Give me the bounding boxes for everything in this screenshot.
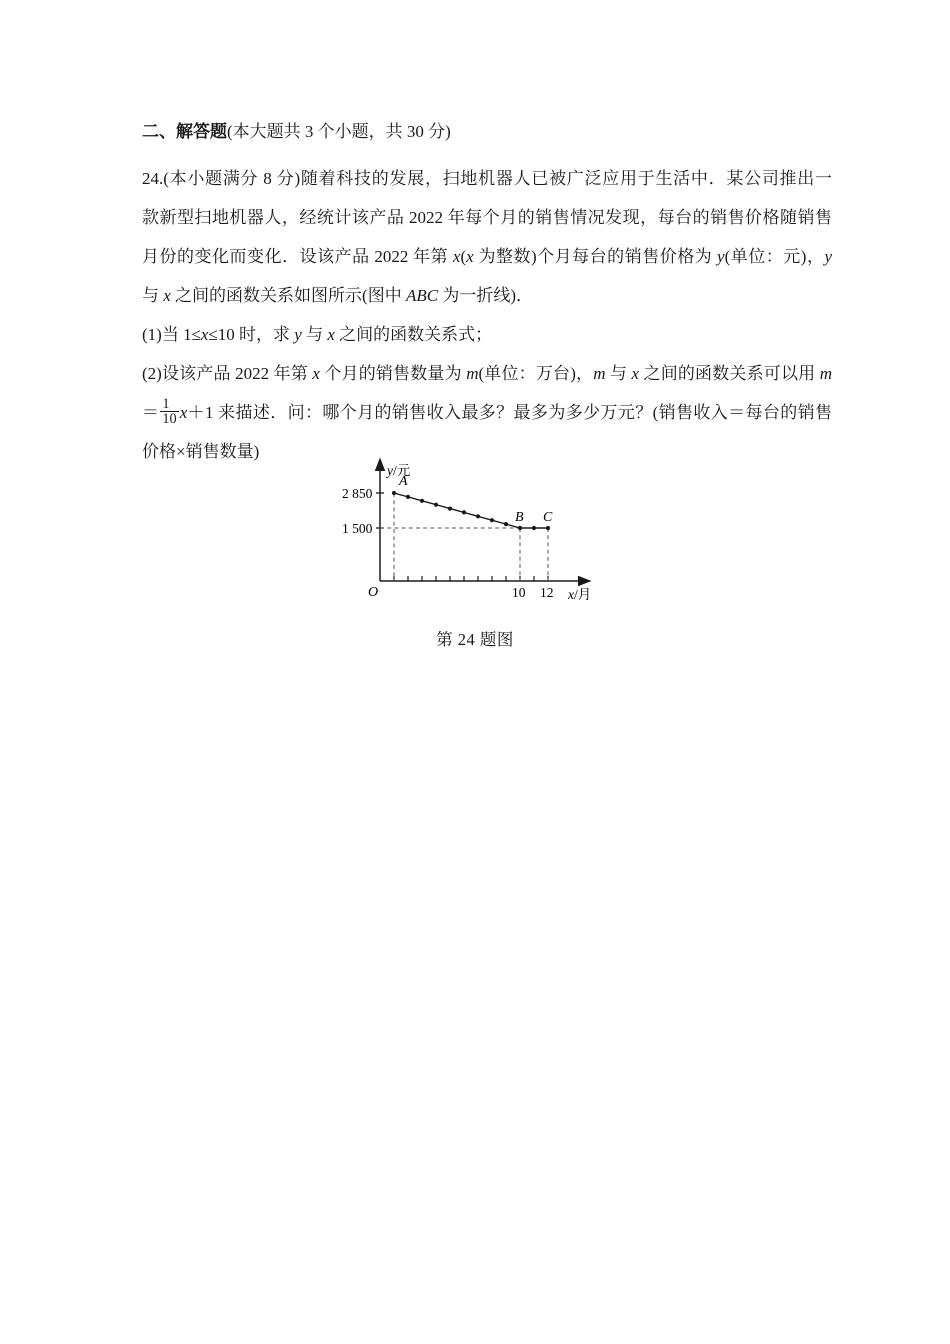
- part2-c: (单位：万台)，: [478, 363, 594, 383]
- question-line3-c: 为整数)个月每台的销售价格为: [473, 246, 718, 266]
- part2-f: 来描述．问：哪个月的销售收入最多？最多为多少万元？(销售收入＝每台的销售: [213, 402, 833, 422]
- part2-equals: ＝: [142, 402, 160, 422]
- x-tick-label-12: 12: [540, 585, 554, 600]
- question-line3-d: (单位：元)，: [724, 246, 825, 266]
- section-heading-rest: (本大题共 3 个小题，共 30 分): [227, 122, 451, 141]
- question-number: 24.: [142, 168, 164, 188]
- var-x: x: [452, 246, 461, 266]
- polyline-ABC: [394, 493, 548, 528]
- function-graph-svg: [340, 455, 610, 605]
- x-tick-label-10: 10: [512, 585, 526, 600]
- figure-24: [0, 455, 950, 650]
- data-point-month-1: [392, 491, 396, 495]
- data-point-month-9: [504, 522, 508, 526]
- var-y: y: [717, 246, 725, 266]
- var-x: x: [312, 363, 320, 383]
- question-24-line-3: [142, 237, 832, 276]
- question-24-line-2: [142, 198, 832, 237]
- var-x: x: [327, 324, 335, 344]
- question-line1-text: 随着科技的发展，扫地机器人已被广泛应用于生活中．某公司推出一: [300, 168, 833, 188]
- data-point-month-12: [546, 526, 550, 530]
- y-axis-var: y: [387, 463, 393, 478]
- var-x: x: [631, 363, 640, 383]
- x-axis-label: [567, 587, 591, 602]
- origin-label: O: [368, 585, 379, 600]
- point-label-A: A: [399, 474, 408, 489]
- part1-a: (1)当 1≤: [142, 324, 201, 344]
- data-point-month-4: [434, 503, 438, 507]
- question-line3-b: (: [460, 246, 467, 266]
- var-m: m: [819, 363, 833, 383]
- data-point-month-8: [490, 518, 494, 522]
- part2-g: 价格×销售数量): [142, 441, 260, 461]
- part1-d: 之间的函数关系式；: [334, 324, 493, 344]
- chart-container: [340, 455, 610, 605]
- var-abc: ABC: [405, 285, 439, 305]
- question-24-part-2-line-1: [142, 354, 832, 393]
- question-line2-text: 款新型扫地机器人，经统计该产品 2022 年每个月的销售情况发现，每台的销售价格随销售: [142, 207, 832, 227]
- part2-plus-one: ＋1: [187, 402, 214, 422]
- part2-b: 个月的销售数量为: [319, 363, 467, 383]
- point-label-C: C: [543, 510, 553, 525]
- question-line4-c: 为一折线)．: [438, 285, 533, 305]
- question-score-note: (本小题满分 8 分): [163, 168, 301, 188]
- var-x: x: [179, 402, 188, 422]
- question-line3-a: 月份的变化而变化．设该产品 2022 年第: [142, 246, 453, 266]
- x-axis-var: x: [568, 587, 574, 602]
- y-axis-unit: /元: [393, 463, 411, 478]
- y-tick-label-2850: 2 850: [342, 486, 373, 501]
- question-24-line-4: [142, 276, 832, 315]
- var-x: x: [200, 324, 209, 344]
- data-point-month-11: [532, 526, 536, 530]
- y-tick-label-1500: 1 500: [342, 521, 373, 536]
- var-x: x: [466, 246, 474, 266]
- data-point-month-7: [476, 514, 480, 518]
- fraction-numerator: 1: [162, 395, 170, 412]
- part2-e: 之间的函数关系可以用: [639, 363, 820, 383]
- var-m: m: [593, 363, 606, 383]
- question-24: [142, 159, 832, 471]
- page-content: [142, 118, 832, 471]
- data-point-month-5: [448, 507, 452, 511]
- question-line4-a: 与: [142, 285, 164, 305]
- part1-c: 与: [301, 324, 328, 344]
- var-x: x: [163, 285, 171, 305]
- section-heading-bold: 二、解答题: [142, 122, 227, 141]
- data-point-month-3: [420, 499, 424, 503]
- fraction-denominator: 10: [162, 411, 177, 428]
- part2-a: (2)设该产品 2022 年第: [142, 363, 313, 383]
- question-24-part-2-line-2: [142, 393, 832, 432]
- section-heading: [142, 118, 832, 145]
- var-y: y: [294, 324, 302, 344]
- data-point-month-6: [462, 510, 466, 514]
- x-axis-unit: /月: [574, 587, 592, 602]
- question-24-line-1: [142, 159, 832, 198]
- question-24-part-1: [142, 315, 832, 354]
- question-line4-b: 之间的函数关系如图所示(图中: [170, 285, 406, 305]
- var-m: m: [466, 363, 479, 383]
- var-y: y: [824, 246, 832, 266]
- figure-caption: 第 24 题图: [436, 630, 514, 649]
- data-point-month-10: [518, 526, 522, 530]
- part2-d: 与: [605, 363, 632, 383]
- fraction-one-tenth: [160, 397, 178, 427]
- point-label-B: B: [515, 510, 524, 525]
- data-point-month-2: [406, 495, 410, 499]
- part1-b: ≤10 时，求: [208, 324, 295, 344]
